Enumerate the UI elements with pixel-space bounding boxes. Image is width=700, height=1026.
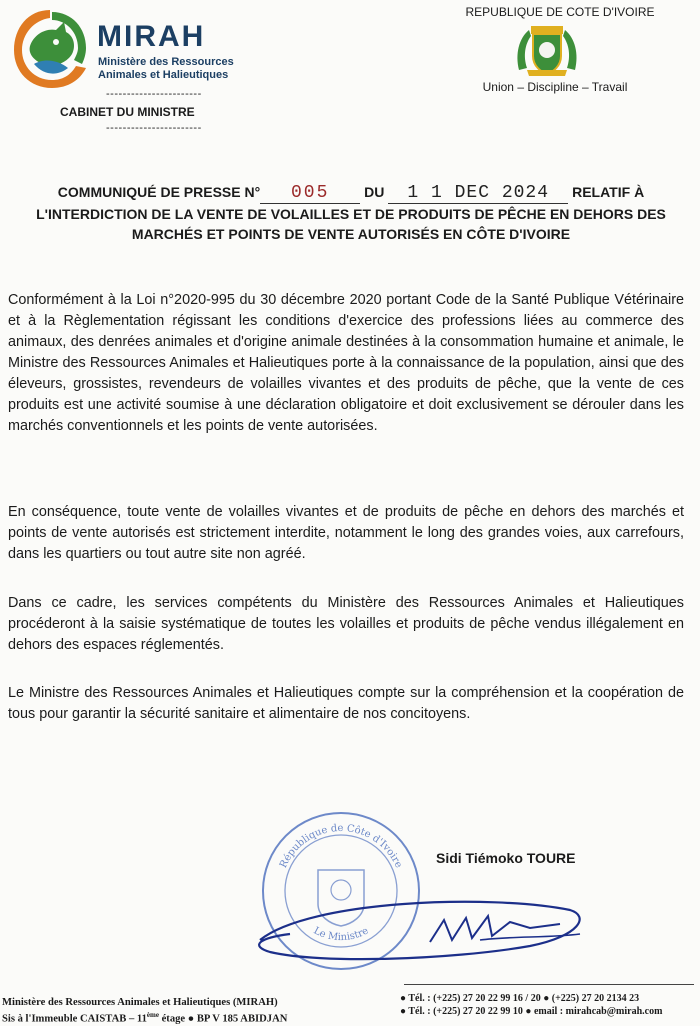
cabinet-label: CABINET DU MINISTRE [60, 105, 195, 119]
paragraph-4: Le Ministre des Ressources Animales et Halieutiques compte sur la compréhension et la coopération de tous pour garantir la sécurité sanitaire et alimentaire de nos concitoyens. [8, 685, 684, 722]
footer-divider [404, 984, 694, 985]
paragraph-1: Conformément à la Loi n°2020-995 du 30 décembre 2020 portant Code de la Santé Publique Vétérinaire et à la Règlementation régissant les conditions d'exercice des professions liées au commerce des animaux, des denrées animales et d'origine animale destinées à la consommation humaine et animale, le Ministre des Ressources Animales et Halieutiques porte à la connaissance de la population, ainsi que des éleveurs, grossistes, revendeurs de volailles vivantes et des produits de pêche, que la vente de ces produits est une activité soumise à une déclaration obligatoire et doit exclusivement se dérouler dans les marchés conventionnels et les points de vente autorisées. [8, 292, 684, 434]
svg-text:Le Ministre: Le Ministre [311, 925, 371, 944]
republic-label: REPUBLIQUE DE COTE D'IVOIRE [465, 5, 655, 19]
footer-address: Ministère des Ressources Animales et Halieutiques (MIRAH) Sis à l'Immeuble CAISTAB – 11ème étage ● BP V 185 ABIDJAN [2, 997, 288, 1025]
date-stamp: 1 1 DEC 2024 [388, 183, 568, 204]
signatory-name: Sidi Tiémoko TOURE [436, 850, 576, 866]
title-line-3: MARCHÉS ET POINTS DE VENTE AUTORISÉS EN CÔTE D'IVOIRE [131, 226, 571, 242]
org-name: MIRAH [97, 20, 206, 53]
divider-dots: ----------------------- [106, 122, 202, 134]
footer-phone-1: ● Tél. : (+225) 27 20 22 99 16 / 20 ● (+225) 27 20 2134 23 [400, 993, 640, 1004]
org-subtitle: Ministère des Ressources Animales et Halieutiques [98, 56, 234, 81]
svg-text:République de Côte d'Ivoire: République de Côte d'Ivoire [278, 822, 404, 870]
mirah-logo-icon [10, 6, 90, 92]
footer-phone-email: ● Tél. : (+225) 27 20 22 99 10 ● email : mirahcab@mirah.com [400, 1006, 663, 1017]
document-title [14, 182, 688, 244]
title-line-1: COMMUNIQUÉ DE PRESSE N° 005 DU 1 1 DEC 2024 RELATIF À [57, 183, 645, 203]
title-line-2: L'INTERDICTION DE LA VENTE DE VOLAILLES ET DE PRODUITS DE PÊCHE EN DEHORS DES [36, 206, 666, 222]
paragraph-3: Dans ce cadre, les services compétents du Ministère des Ressources Animales et Halieutiques procéderont à la saisie systématique de toutes les volailles et produits de pêche vendus illégalement en dehors des espaces réglementés. [8, 595, 684, 653]
national-motto: Union – Discipline – Travail [482, 80, 628, 94]
coat-of-arms-icon [513, 22, 581, 78]
handwritten-signature [230, 880, 600, 970]
communique-number-stamp: 005 [260, 183, 360, 204]
paragraph-2: En conséquence, toute vente de volailles vivantes et de produits de pêche en dehors des marchés et points de vente autorisés est strictement interdite, notamment le long des grandes voies, aux carrefours, dans les quartiers ou tout autre site non agréé. [8, 504, 684, 562]
divider-dots: ----------------------- [106, 88, 202, 100]
footer-contacts [400, 992, 662, 1018]
